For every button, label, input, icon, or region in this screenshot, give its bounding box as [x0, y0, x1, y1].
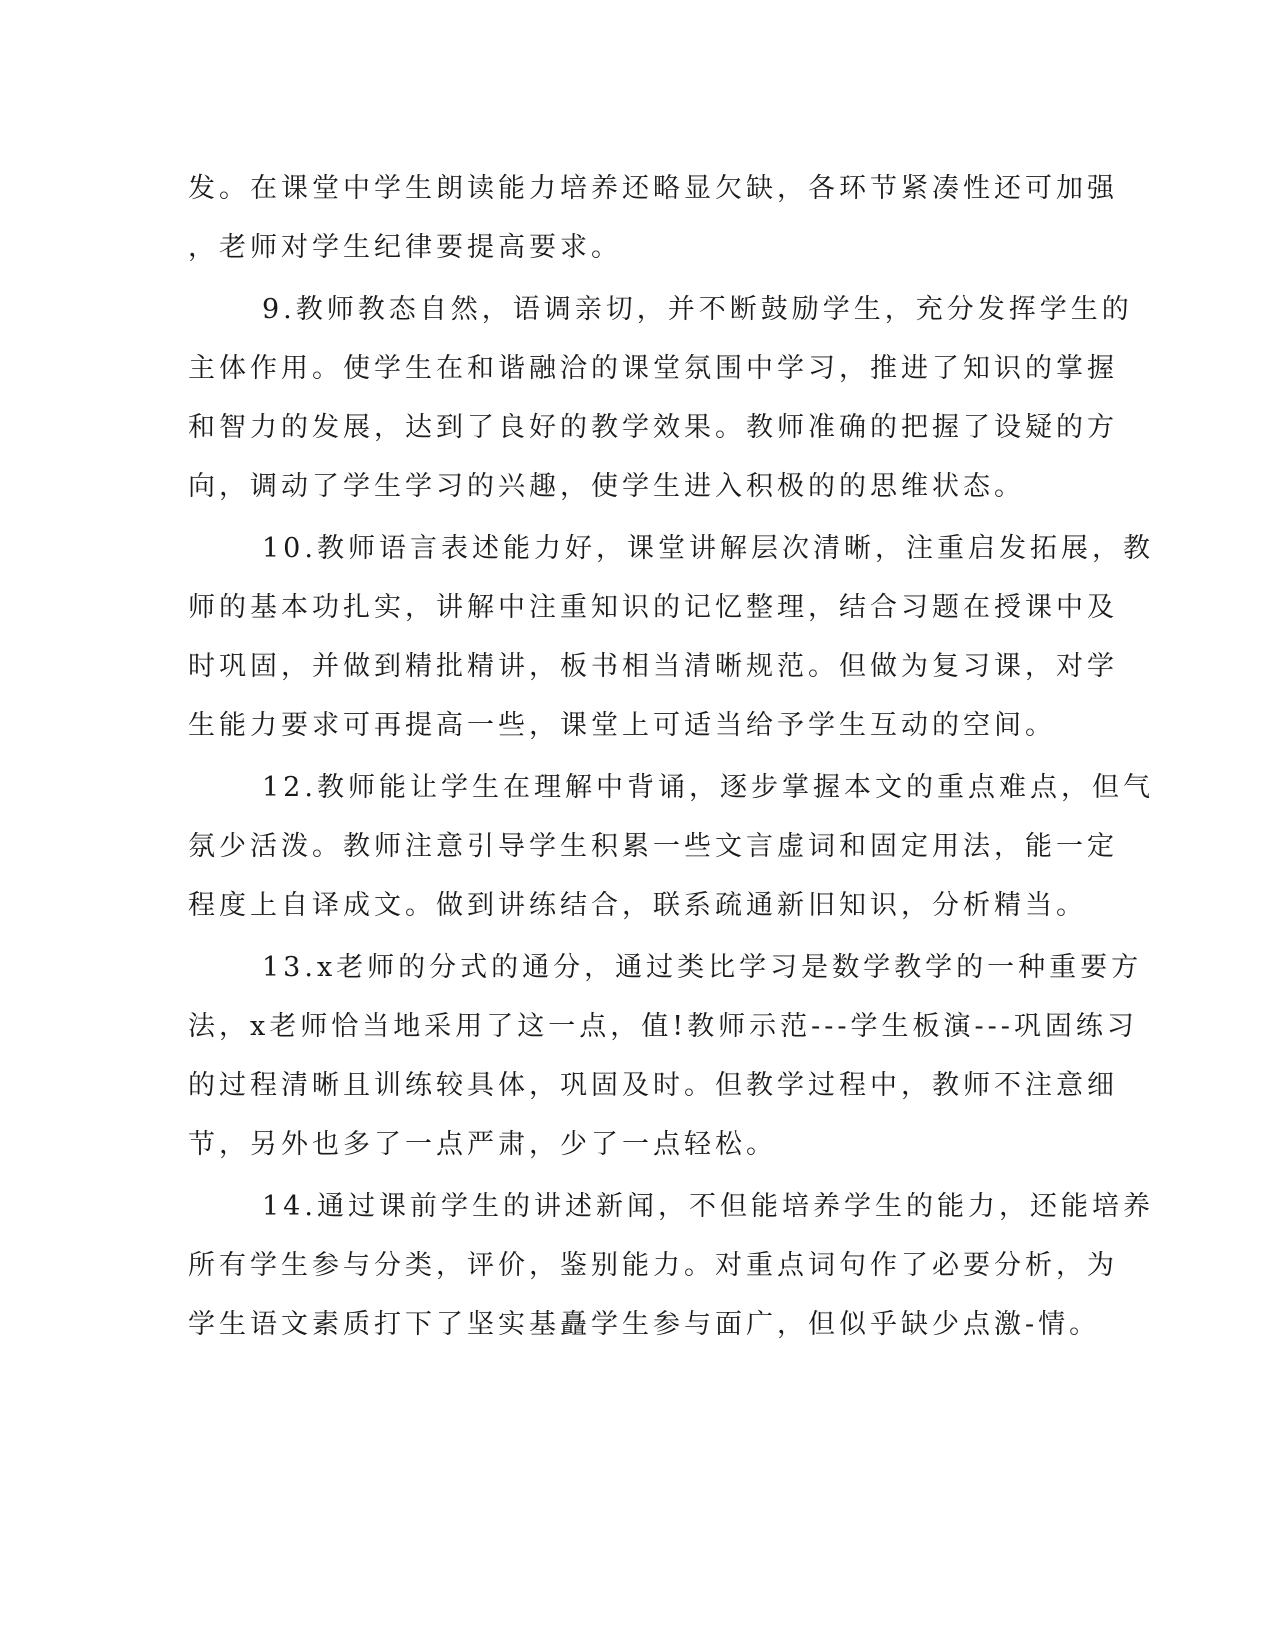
paragraph-continuation — [188, 159, 1118, 277]
paragraph-item-12 — [188, 758, 1154, 935]
text-line: 发。在课堂中学生朗读能力培养还略显欠缺，各环节紧凑性还可加强 — [188, 173, 1118, 204]
text-line: 学生语文素质打下了坚实基矗学生参与面广，但似乎缺少点激-情。 — [188, 1309, 1101, 1340]
text-line: 师的基本功扎实，讲解中注重知识的记忆整理，结合习题在授课中及 — [188, 592, 1118, 623]
text-line: 法，x老师恰当地采用了这一点，值!教师示范---学生板演---巩固练习 — [188, 1011, 1138, 1042]
text-line: 所有学生参与分类，评价，鉴别能力。对重点词句作了必要分析，为 — [188, 1250, 1118, 1281]
text-line: 生能力要求可再提高一些，课堂上可适当给予学生互动的空间。 — [188, 710, 1056, 741]
text-line: 向，调动了学生学习的兴趣，使学生进入积极的的思维状态。 — [188, 471, 1025, 502]
text-line: 14.通过课前学生的讲述新闻，不但能培养学生的能力，还能培养 — [262, 1191, 1154, 1222]
text-line: ，老师对学生纪律要提高要求。 — [188, 232, 622, 263]
paragraph-item-9 — [188, 280, 1133, 516]
text-line: 的过程清晰且训练较具体，巩固及时。但教学过程中，教师不注意细 — [188, 1070, 1118, 1101]
text-line: 程度上自译成文。做到讲练结合，联系疏通新旧知识，分析精当。 — [188, 890, 1087, 921]
text-line: 10.教师语言表述能力好，课堂讲解层次清晰，注重启发拓展，教 — [262, 533, 1154, 564]
paragraph-item-10 — [188, 519, 1154, 755]
paragraph-item-14 — [188, 1177, 1154, 1354]
text-line: 13.x老师的分式的通分，通过类比学习是数学教学的一种重要方 — [262, 952, 1143, 983]
document-body — [188, 159, 1154, 1354]
text-line: 主体作用。使学生在和谐融洽的课堂氛围中学习，推进了知识的掌握 — [188, 353, 1118, 384]
text-line: 9.教师教态自然，语调亲切，并不断鼓励学生，充分发挥学生的 — [262, 294, 1133, 325]
text-line: 时巩固，并做到精批精讲，板书相当清晰规范。但做为复习课，对学 — [188, 651, 1118, 682]
paragraph-item-13 — [188, 938, 1143, 1174]
text-line: 12.教师能让学生在理解中背诵，逐步掌握本文的重点难点，但气 — [262, 772, 1154, 803]
text-line: 节，另外也多了一点严肃，少了一点轻松。 — [188, 1129, 777, 1160]
text-line: 和智力的发展，达到了良好的教学效果。教师准确的把握了设疑的方 — [188, 412, 1118, 443]
text-line: 氛少活泼。教师注意引导学生积累一些文言虚词和固定用法，能一定 — [188, 831, 1118, 862]
